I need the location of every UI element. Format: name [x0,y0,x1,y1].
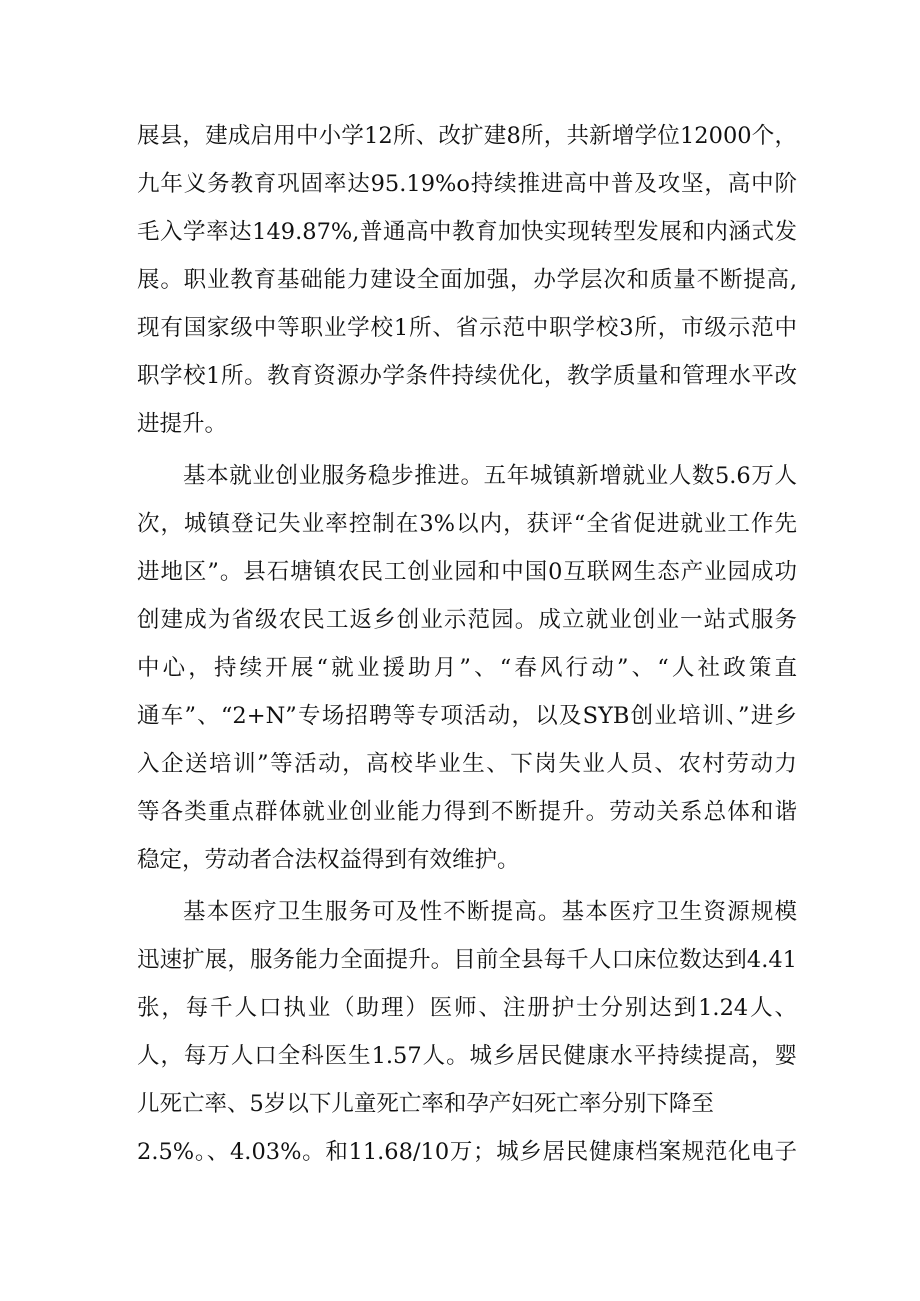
paragraph-3-line-1: 基本医疗卫生服务可及性不断提高。基本医疗卫生资源规模 [183,899,797,925]
paragraph-1-line-5: 现有国家级中等职业学校1所、省示范中职学校3所，市级示范中 [137,315,797,341]
paragraph-2-line-5: 中心，持续开展“就业援助月”、“春风行动”、“人社政策直 [137,655,797,681]
paragraph-2-line-9: 稳定，劳动者合法权益得到有效维护。 [137,847,520,873]
paragraph-2-line-4: 创建成为省级农民工返乡创业示范园。成立就业创业一站式服务 [137,607,797,633]
paragraph-3-line-3: 张，每千人口执业（助理）医师、注册护士分别达到1.24人、 [137,995,797,1021]
paragraph-3-line-2: 迅速扩展，服务能力全面提升。目前全县每千人口床位数达到4.41 [137,947,797,973]
paragraph-1-line-1: 展县，建成启用中小学12所、改扩建8所，共新增学位12000个， [137,123,797,149]
paragraph-2-line-2: 次，城镇登记失业率控制在3%以内，获评“全省促进就业工作先 [137,511,797,537]
paragraph-2-line-7: 入企送培训”等活动，高校毕业生、下岗失业人员、农村劳动力 [137,751,797,777]
paragraph-1-line-3: 毛入学率达149.87%,普通高中教育加快实现转型发展和内涵式发 [137,219,797,245]
paragraph-1-line-2: 九年义务教育巩固率达95.19%o持续推进高中普及攻坚，高中阶 [137,171,797,197]
paragraph-1-line-6: 职学校1所。教育资源办学条件持续优化，教学质量和管理水平改 [137,363,797,389]
paragraph-1-line-7: 进提升。 [137,411,228,437]
paragraph-3-line-6: 2.5%。、4.03%。和11.68/10万；城乡居民健康档案规范化电子 [137,1139,797,1165]
paragraph-2-line-1: 基本就业创业服务稳步推进。五年城镇新增就业人数5.6万人 [183,463,797,489]
paragraph-3-line-4: 人，每万人口全科医生1.57人。城乡居民健康水平持续提高，婴 [137,1043,797,1069]
paragraph-1-line-4: 展。职业教育基础能力建设全面加强，办学层次和质量不断提高, [137,267,797,293]
paragraph-2-line-8: 等各类重点群体就业创业能力得到不断提升。劳动关系总体和谐 [137,799,797,825]
paragraph-3-line-5: 儿死亡率、5岁以下儿童死亡率和孕产妇死亡率分别下降至 [137,1091,714,1117]
paragraph-2-line-3: 进地区”。县石塘镇农民工创业园和中国0互联网生态产业园成功 [137,559,797,585]
paragraph-2-line-6: 通车”、“2+N”专场招聘等专项活动，以及SYB创业培训、”进乡 [137,703,797,729]
